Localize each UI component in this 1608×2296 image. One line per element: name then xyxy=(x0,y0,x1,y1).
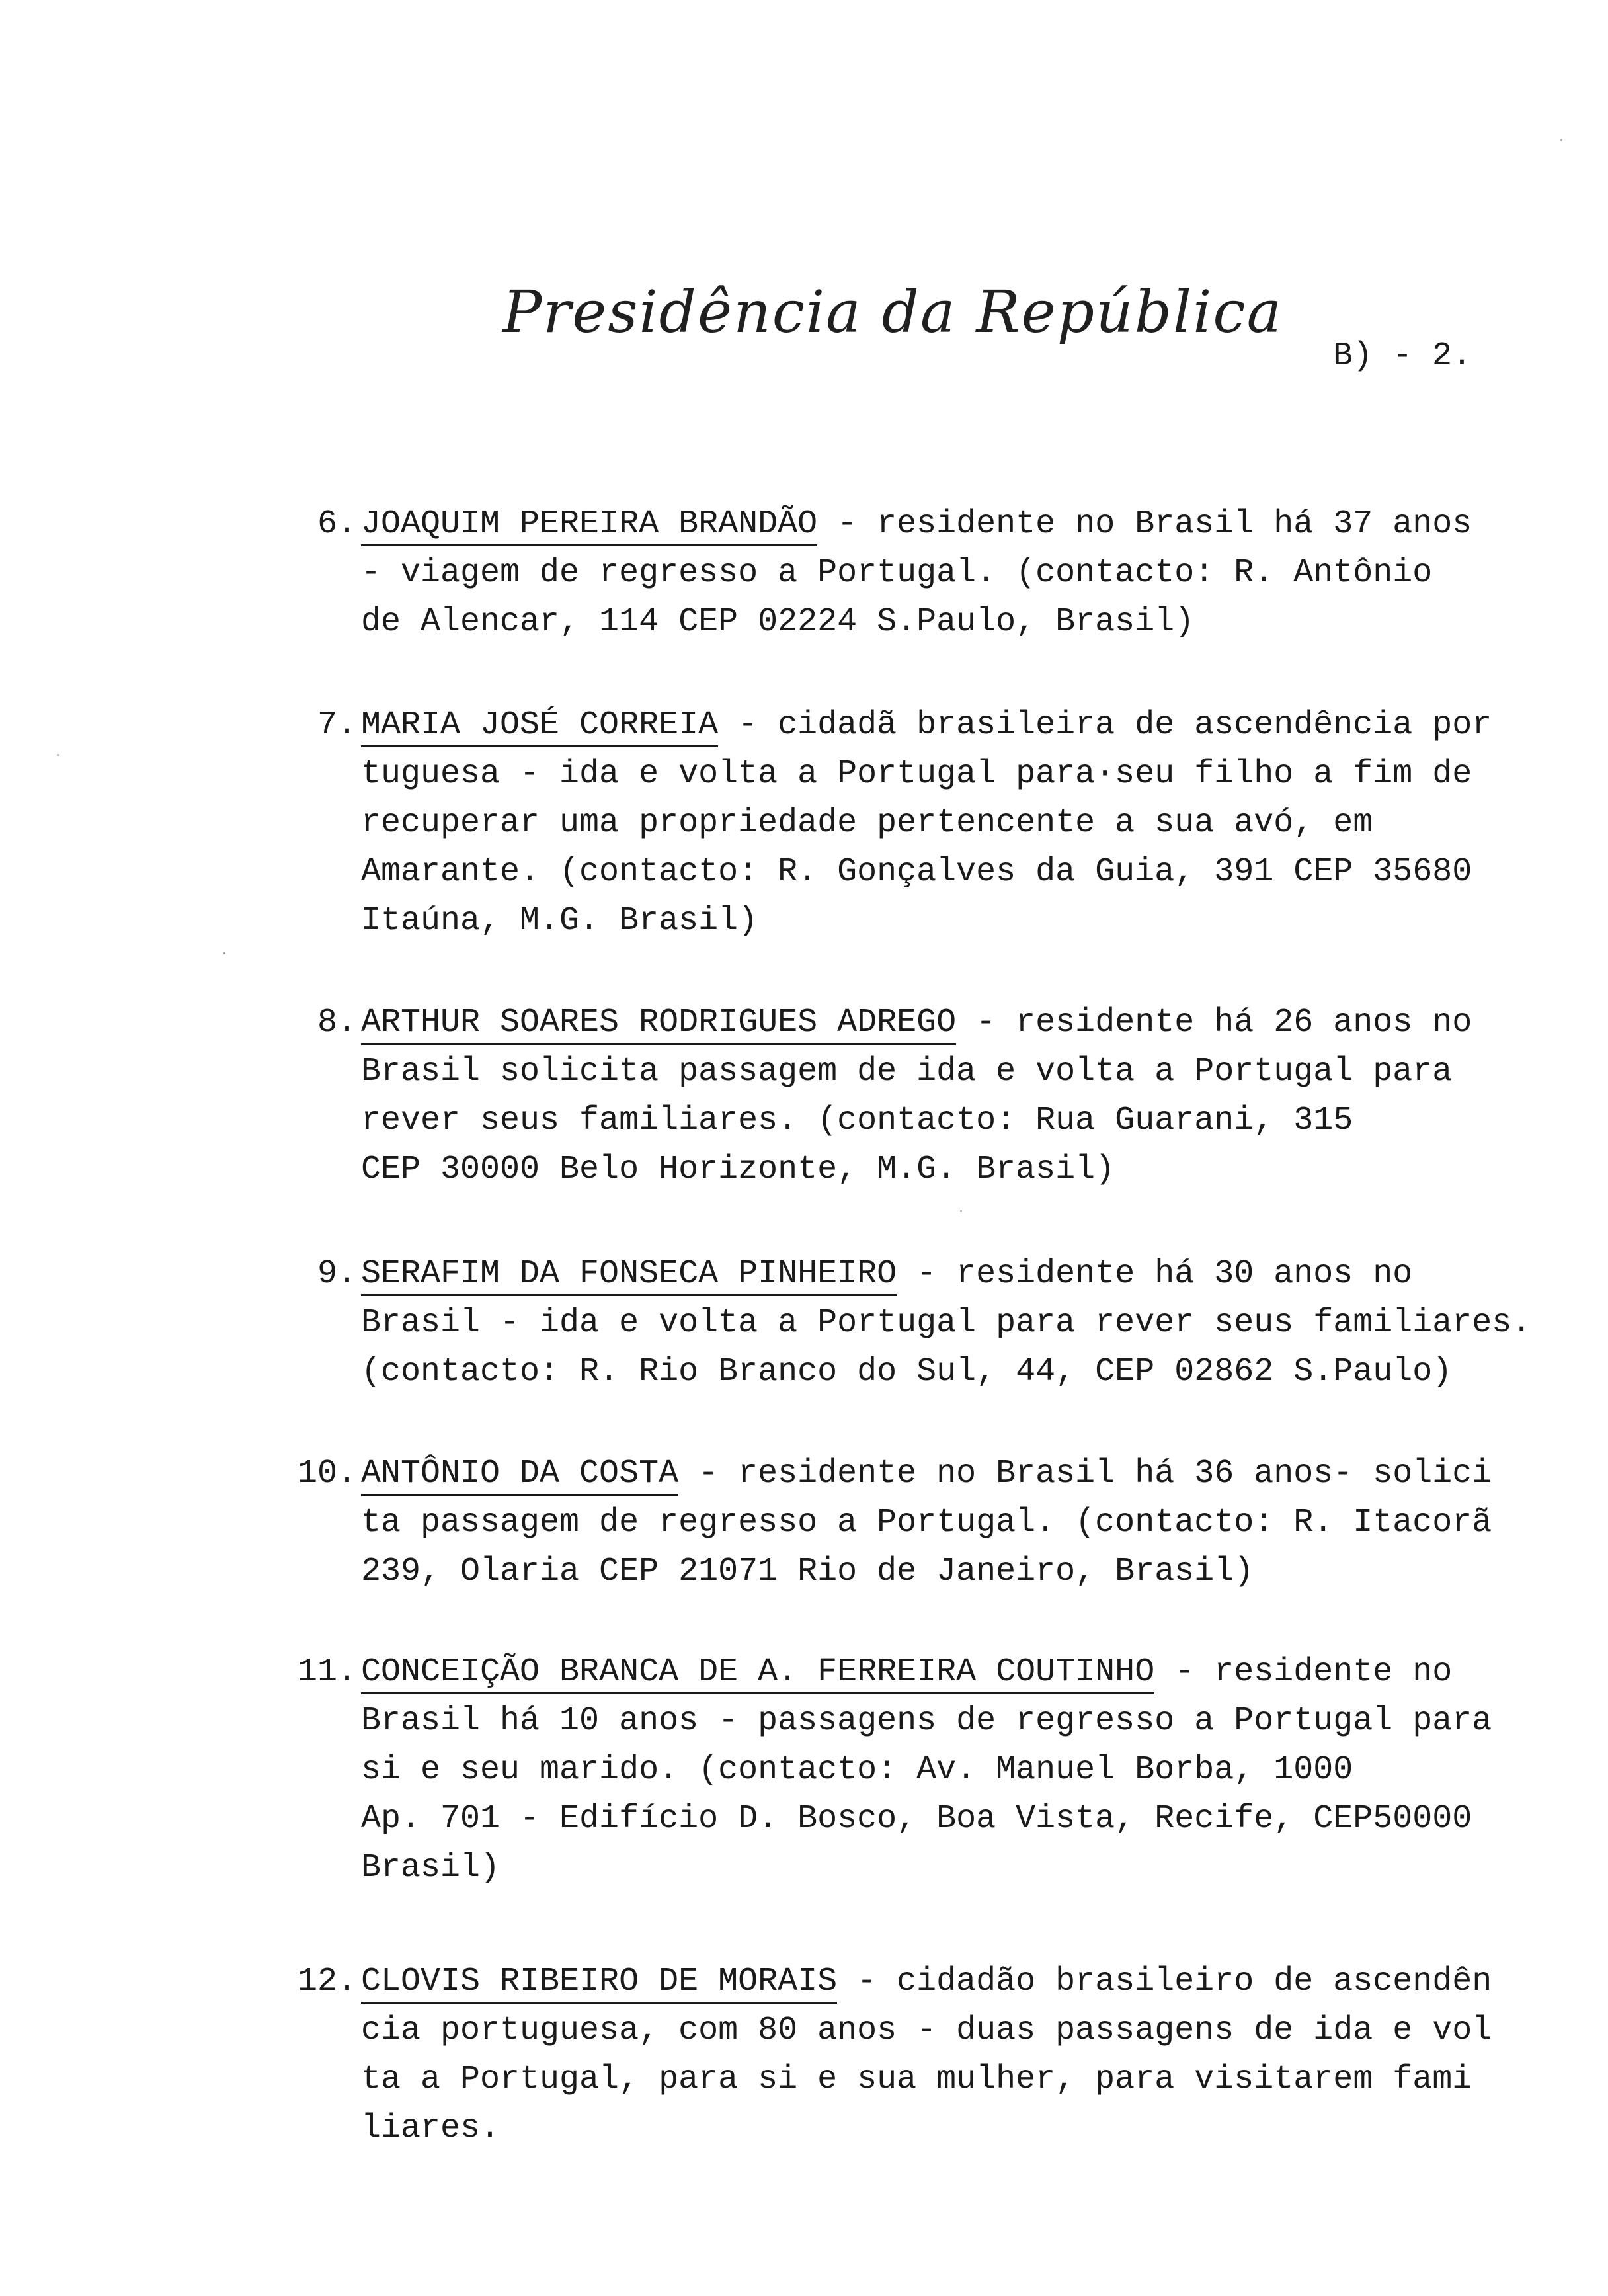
entry-first-line-rest: - residente há 26 anos no xyxy=(956,1004,1472,1042)
entry-text xyxy=(361,1648,1551,1893)
entry-first-line-rest: - cidadã brasileira de ascendência por xyxy=(718,706,1492,744)
entry-name: ANTÔNIO DA COSTA xyxy=(361,1455,678,1496)
entry-name: ARTHUR SOARES RODRIGUES ADREGO xyxy=(361,1004,956,1045)
entry-first-line-rest: - residente no Brasil há 36 anos- solici xyxy=(678,1455,1492,1493)
entry-first-line-rest: - residente no Brasil há 37 anos xyxy=(817,505,1472,543)
entry-line: - viagem de regresso a Portugal. (contacto: R. Antônio xyxy=(361,554,1433,592)
entry-name: SERAFIM DA FONSECA PINHEIRO xyxy=(361,1255,897,1296)
entry-line: Amarante. (contacto: R. Gonçalves da Guia, 391 CEP 35680 xyxy=(361,853,1472,891)
entry-first-line xyxy=(361,500,1551,549)
entry-text xyxy=(361,1250,1551,1397)
scan-speck xyxy=(1560,139,1562,141)
entry-line: ta passagem de regresso a Portugal. (contacto: R. Itacorã xyxy=(361,1504,1492,1541)
entry-number: 7. xyxy=(317,706,357,744)
entry-line: liares. xyxy=(361,2110,501,2147)
entry-line: Brasil - ida e volta a Portugal para rever seus familiares. xyxy=(361,1304,1532,1342)
entry-number: 12. xyxy=(297,1963,357,2000)
entry-text xyxy=(361,999,1551,1194)
entry-number: 8. xyxy=(317,1004,357,1042)
entry-first-line xyxy=(361,1648,1551,1697)
entry-number: 6. xyxy=(317,505,357,543)
entry-line: tuguesa - ida e volta a Portugal para·seu filho a fim de xyxy=(361,755,1472,793)
entry-first-line xyxy=(361,701,1551,750)
entry-text xyxy=(361,701,1551,946)
letterhead: Presidência da República xyxy=(502,278,1283,346)
entry-text xyxy=(361,1450,1551,1596)
entry-name: JOAQUIM PEREIRA BRANDÃO xyxy=(361,505,817,546)
entry-text xyxy=(361,500,1551,647)
entry-line: cia portuguesa, com 80 anos - duas passagens de ida e vol xyxy=(361,2012,1492,2049)
entry-name: MARIA JOSÉ CORREIA xyxy=(361,706,718,747)
entry-line: CEP 30000 Belo Horizonte, M.G. Brasil) xyxy=(361,1151,1115,1188)
entry-first-line-rest: - residente no xyxy=(1154,1653,1453,1691)
entry-line: de Alencar, 114 CEP 02224 S.Paulo, Brasil) xyxy=(361,603,1195,641)
entry-line: 239, Olaria CEP 21071 Rio de Janeiro, Brasil) xyxy=(361,1553,1254,1590)
entry-number: 10. xyxy=(297,1455,357,1493)
scan-speck xyxy=(960,1210,962,1212)
entry-number: 11. xyxy=(297,1653,357,1691)
scan-speck xyxy=(223,952,225,954)
entry-number: 9. xyxy=(317,1255,357,1293)
entry-name: CLOVIS RIBEIRO DE MORAIS xyxy=(361,1963,837,2004)
scan-speck xyxy=(57,754,59,756)
entry-line: Ap. 701 - Edifício D. Bosco, Boa Vista, Recife, CEP50000 xyxy=(361,1800,1472,1838)
entry-name: CONCEIÇÃO BRANCA DE A. FERREIRA COUTINHO xyxy=(361,1653,1154,1694)
entry-first-line-rest: - cidadão brasileiro de ascendên xyxy=(837,1963,1492,2000)
entry-line: Brasil solicita passagem de ida e volta a Portugal para xyxy=(361,1053,1453,1090)
entry-first-line xyxy=(361,1250,1551,1299)
entry-first-line xyxy=(361,1450,1551,1498)
entry-first-line xyxy=(361,1957,1551,2006)
entry-first-line xyxy=(361,999,1551,1047)
entry-line: ta a Portugal, para si e sua mulher, para visitarem fami xyxy=(361,2061,1472,2098)
entry-line: (contacto: R. Rio Branco do Sul, 44, CEP 02862 S.Paulo) xyxy=(361,1353,1453,1391)
entry-line: rever seus familiares. (contacto: Rua Guarani, 315 xyxy=(361,1102,1353,1139)
entry-line: si e seu marido. (contacto: Av. Manuel Borba, 1000 xyxy=(361,1751,1353,1789)
entry-line: Brasil) xyxy=(361,1849,501,1887)
entry-line: Brasil há 10 anos - passagens de regresso a Portugal para xyxy=(361,1702,1492,1740)
entry-text xyxy=(361,1957,1551,2153)
page-reference: B) - 2. xyxy=(1333,337,1472,375)
entry-line: recuperar uma propriedade pertencente a sua avó, em xyxy=(361,804,1373,842)
entry-first-line-rest: - residente há 30 anos no xyxy=(897,1255,1413,1293)
entry-line: Itaúna, M.G. Brasil) xyxy=(361,902,758,940)
